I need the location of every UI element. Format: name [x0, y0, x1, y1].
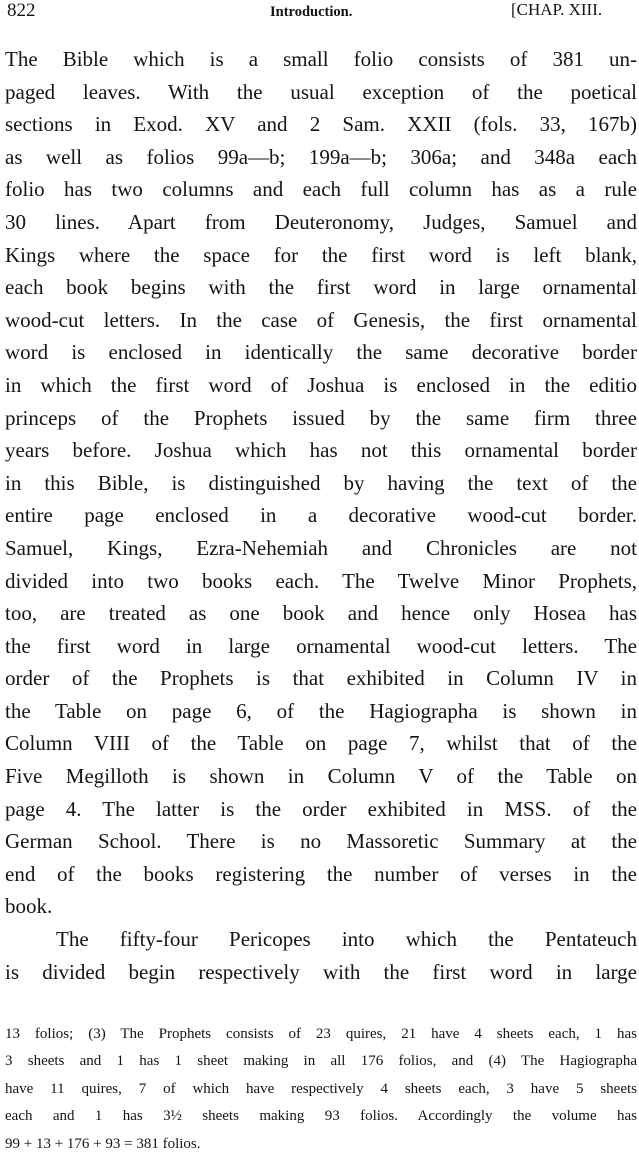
text-line: 30 lines. Apart from Deuteronomy, Judges, Samuel and: [5, 209, 637, 234]
text-line: too, are treated as one book and hence only Hosea has: [5, 601, 637, 626]
text-line: each book begins with the first word in large ornamental: [5, 275, 637, 300]
text-line: the first word in large ornamental wood-cut letters. The: [5, 633, 637, 658]
text-line: page 4. The latter is the order exhibited in MSS. of the: [5, 796, 637, 821]
footnote: [5, 1021, 637, 1158]
text-line: in which the first word of Joshua is enclosed in the editio: [5, 372, 637, 397]
running-header: [0, 0, 639, 30]
text-line: is divided begin respectively with the first word in large: [5, 959, 637, 984]
main-text: [5, 43, 637, 988]
footnote-line: each and 1 has 3½ sheets making 93 folios. Accordingly the volume has: [5, 1108, 637, 1125]
text-line: years before. Joshua which has not this ornamental border: [5, 438, 637, 463]
footnote-line: have 11 quires, 7 of which have respectively 4 sheets each, 3 have 5 sheets: [5, 1080, 637, 1097]
text-line: as well as folios 99a—b; 199a—b; 306a; and 348a each: [5, 144, 637, 169]
footnote-line: 99 + 13 + 176 + 93 = 381 folios.: [5, 1135, 201, 1152]
text-line: folio has two columns and each full column has as a rule: [5, 177, 637, 202]
text-line: paged leaves. With the usual exception of the poetical: [5, 79, 637, 104]
text-line: book.: [5, 894, 53, 919]
text-line: order of the Prophets is that exhibited in Column IV in: [5, 666, 637, 691]
text-line: word is enclosed in identically the same decorative border: [5, 340, 637, 365]
text-line: the Table on page 6, of the Hagiographa is shown in: [5, 698, 637, 723]
footnote-line: 13 folios; (3) The Prophets consists of 23 quires, 21 have 4 sheets each, 1 has: [5, 1026, 637, 1042]
text-line: end of the books registering the number of verses in the: [5, 861, 637, 886]
text-line: sections in Exod. XV and 2 Sam. XXII (fols. 33, 167b): [5, 112, 637, 137]
text-line: The fifty-four Pericopes into which the Pentateuch: [56, 927, 637, 952]
text-line: Five Megilloth is shown in Column V of the Table on: [5, 764, 637, 789]
running-title: Introduction.: [270, 4, 353, 20]
text-line: entire page enclosed in a decorative wood-cut border.: [5, 503, 637, 528]
text-line: princeps of the Prophets issued by the same firm three: [5, 405, 637, 430]
footnote-line: 3 sheets and 1 has 1 sheet making in all 176 folios, and (4) The Hagiographa: [5, 1053, 637, 1070]
text-line: Samuel, Kings, Ezra-Nehemiah and Chronicles are not: [5, 535, 637, 560]
text-line: The Bible which is a small folio consists of 381 un-: [5, 47, 637, 71]
text-line: Column VIII of the Table on page 7, whilst that of the: [5, 731, 637, 756]
page-number: 822: [7, 0, 36, 21]
text-line: German School. There is no Massoretic Summary at the: [5, 829, 637, 854]
text-line: Kings where the space for the first word is left blank,: [5, 242, 637, 267]
text-line: divided into two books each. The Twelve Minor Prophets,: [5, 568, 637, 593]
text-line: in this Bible, is distinguished by having the text of the: [5, 470, 637, 495]
chapter-label: [CHAP. XIII.: [511, 0, 603, 19]
text-line: wood-cut letters. In the case of Genesis, the first ornamental: [5, 307, 637, 332]
